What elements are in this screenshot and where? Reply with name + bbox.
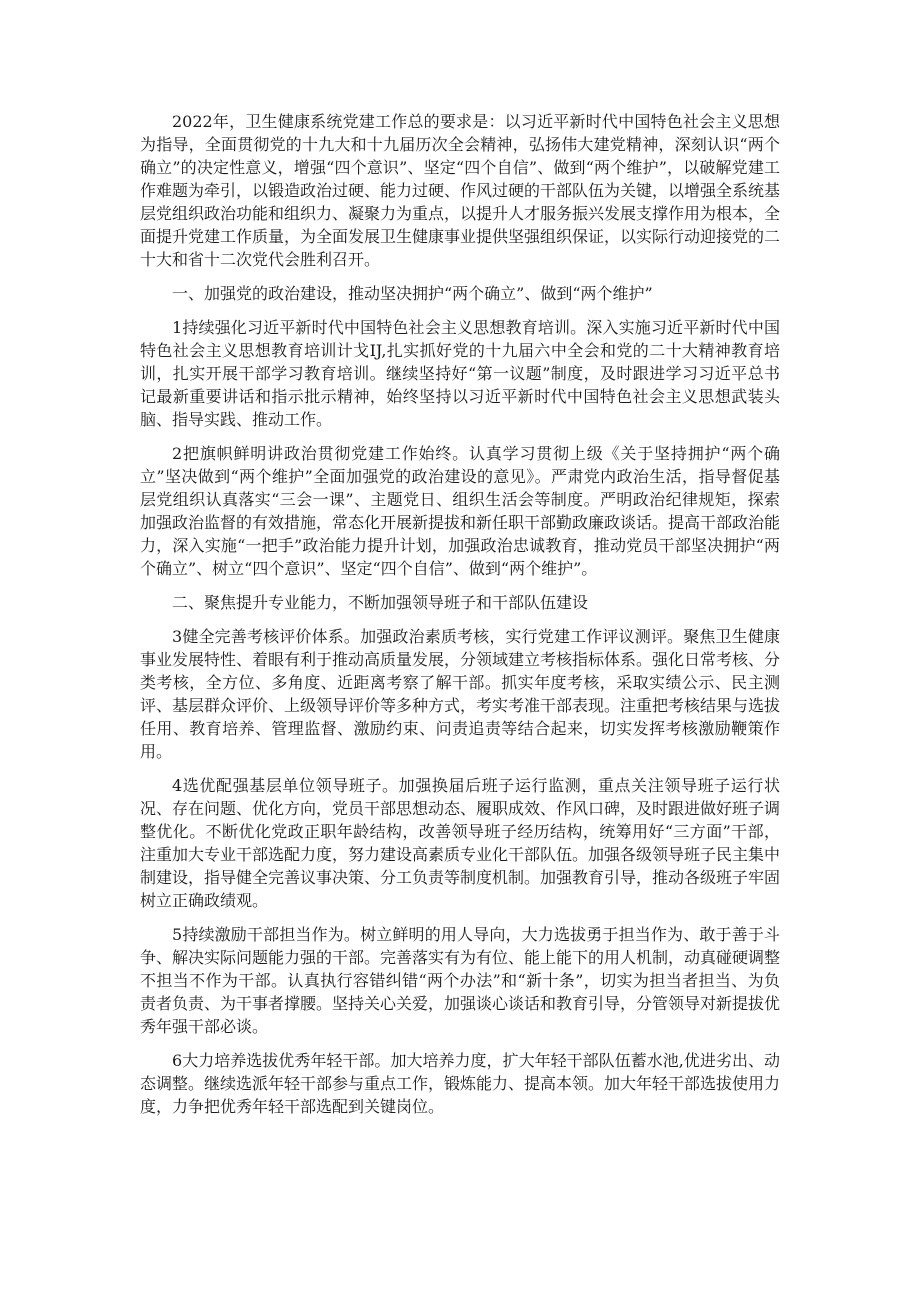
item-paragraph-2: 2把旗帜鲜明讲政治贯彻党建工作始终。认真学习贯彻上级《关于坚持拥护“两个确立”坚决做到“两个维护”全面加强党的政治建设的意见》。严肃党内政治生活，指导督促基层党组织认真落实“三会一课”、主题党日、组织生活会等制度。严明政治纪律规矩，探索加强政治监督的有效措施，常态化开展新提拔和新任职干部勤政廉政谈话。提高干部政治能力，深入实施“一把手”政治能力提升计划，加强政治忠诚教育，推动党员干部坚决拥护“两个确立”、树立“四个意识”、坚定“四个自信”、做到“两个维护”。 [140,444,781,578]
item-paragraph-6: 6大力培养选拔优秀年轻干部。加大培养力度，扩大年轻干部队伍蓄水池,优进劣出、动态调整。继续选派年轻干部参与重点工作，锻炼能力、提高本领。加大年轻干部选拔使用力度，力争把优秀年轻干部选配到关键岗位。 [140,1051,781,1116]
item-paragraph-5: 5持续激励干部担当作为。树立鲜明的用人导向，大力选拔勇于担当作为、敢于善于斗争、解决实际问题能力强的干部。完善落实有为有位、能上能下的用人机制，动真碰硬调整不担当不作为干部。认真执行容错纠错“两个办法”和“新十条”，切实为担当者担当、为负责者负责、为干事者撑腰。坚持关心关爱，加强谈心谈话和教育引导，分管领导对新提拔优秀年强干部必谈。 [140,925,781,1036]
item-paragraph-1: 1持续强化习近平新时代中国特色社会主义思想教育培训。深入实施习近平新时代中国特色社会主义思想教育培训计戈IJ,扎实抓好党的十九届六中全会和党的二十大精神教育培训，扎实开展干部学习教育培训。继续坚持好“第一议题”制度，及时跟进学习习近平总书记最新重要讲话和指示批示精神，始终坚持以习近平新时代中国特色社会主义思想武装头脑、指导实践、推动工作。 [140,318,780,429]
item-paragraph-4: 4选优配强基层单位领导班子。加强换届后班子运行监测，重点关注领导班子运行状况、存在问题、优化方向，党员干部思想动态、履职成效、作风口碑，及时跟进做好班子调整优化。不断优化党政正职年龄结构，改善领导班子经历结构，统筹用好“三方面”干部，注重加大专业干部选配力度，努力建设高素质专业化干部队伍。加强各级领导班子民主集中制建设，指导健全完善议事决策、分工负责等制度机制。加强教育引导，推动各级班子牢固树立正确政绩观。 [140,776,781,910]
item-paragraph-3: 3健全完善考核评价体系。加强政治素质考核，实行党建工作评议测评。聚焦卫生健康事业发展特性、着眼有利于推动高质量发展，分领域建立考核指标体系。强化日常考核、分类考核，全方位、多角度、近距离考察了解干部。抓实年度考核，采取实绩公示、民主测评、基层群众评价、上级领导评价等多种方式，考实考准干部表现。注重把考核结果与选拔任用、教育培养、管理监督、激励约束、问责追责等结合起来，切实发挥考核激励鞭策作用。 [140,627,781,761]
section-heading-1: 一、加强党的政治建设，推动坚决拥护“两个确立”、做到“两个维护” [172,284,653,303]
document-body [140,110,780,1129]
section-heading-2: 二、聚焦提升专业能力，不断加强领导班子和干部队伍建设 [172,593,589,612]
intro-paragraph: 2022年，卫生健康系统党建工作总的要求是：以习近平新时代中国特色社会主义思想为指导，全面贯彻党的十九大和十九届历次全会精神，弘扬伟大建党精神，深刻认识“两个确立”的决定性意义，增强“四个意识”、坚定“四个自信”、做到“两个维护”，以破解党建工作难题为牵引，以锻造政治过硬、能力过硬、作风过硬的干部队伍为关键，以增强全系统基层党组织政治功能和组织力、凝聚力为重点，以提升人才服务振兴发展支撑作用为根本，全面提升党建工作质量，为全面发展卫生健康事业提供坚强组织保证，以实际行动迎接党的二十大和省十二次党代会胜利召开。 [140,112,781,269]
